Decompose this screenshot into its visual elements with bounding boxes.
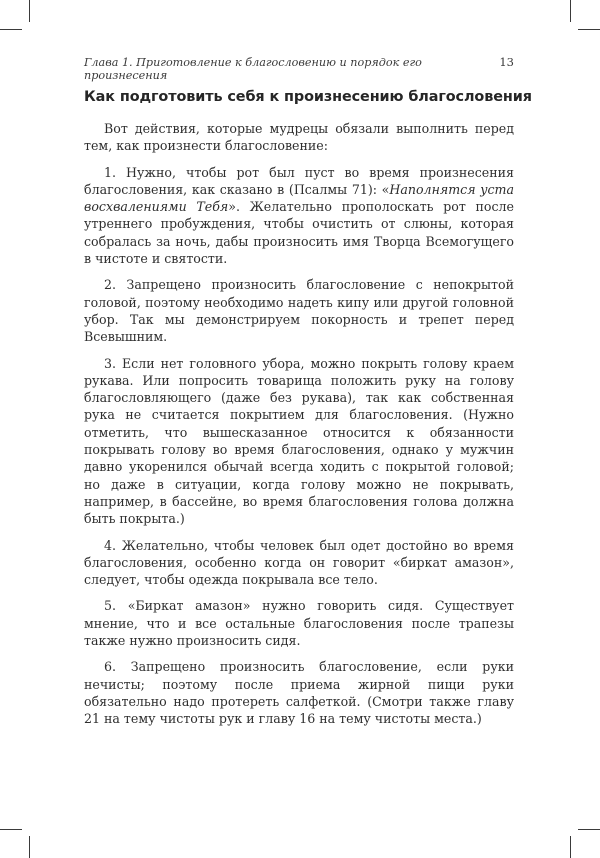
- crop-mark-top-left: [29, 0, 30, 22]
- paragraph-3: 3. Если нет головного убора, можно покрыть голову краем рукава. Или попросить товарища положить руку на голову благословляющего (даже без рукава), так как собственная рука не считается покрытием для благословения. (Нужно отметить, что вышесказанное относится к обязанности покрывать голову во время благословения, однако у мужчин давно укоренился обычай всегда ходить с покрытой головой; но даже в ситуации, когда голову можно не покрывать, например, в бассейне, во время благословения голова должна быть покрыта.): [84, 355, 514, 527]
- paragraph-1: [84, 164, 514, 268]
- crop-mark-bottom-right-h: [578, 829, 600, 830]
- paragraph-4: 4. Желательно, чтобы человек был одет достойно во время благословения, особенно когда он говорит «биркат амазон», следует, чтобы одежда покрывала все тело.: [84, 537, 514, 588]
- paragraph-1-part-b: ». Желательно прополоскать рот после утреннего пробуждения, чтобы очистить от слюны, которая собралась за ночь, дабы произносить имя Творца Всемогущего в чистоте и святости.: [84, 199, 515, 267]
- page-number: 13: [499, 55, 514, 69]
- crop-mark-bottom-left-h: [0, 829, 22, 830]
- paragraph-5: 5. «Биркат амазон» нужно говорить сидя. Существует мнение, что и все остальные благословения после трапезы также нужно произносить сидя.: [84, 598, 514, 649]
- paragraph-1-part-a: 1. Нужно, чтобы рот был пуст во время произнесения благословения, как сказано в (Псалмы 71): «: [84, 164, 514, 197]
- running-head: [84, 55, 514, 82]
- crop-mark-top-left-h: [0, 29, 22, 30]
- section-title: Как подготовить себя к произнесению благословения: [84, 89, 532, 105]
- psalm-quote: Наполнятся уста восхвалениями Тебя: [84, 181, 515, 215]
- crop-mark-bottom-right: [570, 836, 571, 858]
- crop-mark-top-right: [570, 0, 571, 22]
- paragraph-intro: Вот действия, которые мудрецы обязали выполнить перед тем, как произнести благословение:: [84, 121, 514, 154]
- paragraph-6: 6. Запрещено произносить благословение, если руки нечисты; поэтому после приема жирной пищи руки обязательно надо протереть салфеткой. (Смотри также главу 21 на тему чистоты рук и главу 16 на тему чистоты места.): [84, 659, 514, 727]
- chapter-title: Глава 1. Приготовление к благословению и порядок его произнесения: [84, 56, 422, 82]
- body-text: [84, 120, 514, 737]
- paragraph-2: 2. Запрещено произносить благословение с непокрытой головой, поэтому необходимо надеть кипу или другой головной убор. Так мы демонстрируем покорность и трепет перед Всевышним.: [84, 277, 514, 345]
- crop-mark-bottom-left: [29, 836, 30, 858]
- crop-mark-top-right-h: [578, 29, 600, 30]
